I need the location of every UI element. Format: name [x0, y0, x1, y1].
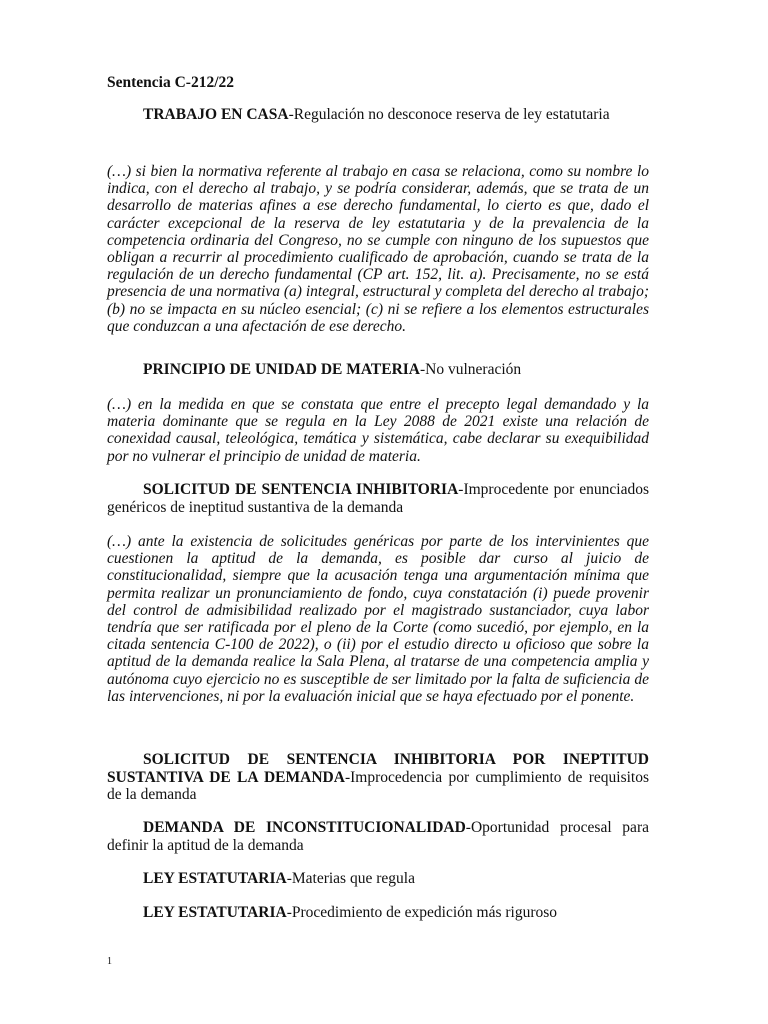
heading-rest: -Oportunidad procesal para definir la aptitud de la demanda [107, 819, 649, 854]
page-title: Sentencia C-212/22 [107, 74, 235, 91]
heading-bold: SOLICITUD DE SENTENCIA INHIBITORIA POR INEPTITUD SUSTANTIVA DE LA DEMANDA [107, 751, 649, 786]
heading-bold: LEY ESTATUTARIA [143, 904, 287, 921]
heading-rest: -Regulación no desconoce reserva de ley estatutaria [288, 106, 610, 123]
page-number: 1 [107, 956, 112, 967]
heading-bold: TRABAJO EN CASA [143, 106, 289, 123]
heading-rest: -Improcedente por enunciados genéricos de ineptitud sustantiva de la demanda [107, 481, 649, 516]
section-heading-demanda-inconstitucionalidad [107, 819, 649, 854]
heading-bold: SOLICITUD DE SENTENCIA INHIBITORIA [143, 481, 459, 498]
section-heading-sentencia-inhibitoria [107, 481, 649, 516]
section-heading-trabajo-en-casa [107, 106, 649, 124]
section-heading-ley-estatutaria-materias [107, 870, 649, 888]
heading-bold: DEMANDA DE INCONSTITUCIONALIDAD [143, 819, 466, 836]
section-quote-sentencia-inhibitoria: (…) ante la existencia de solicitudes genéricas por parte de los intervinientes que cuestionen la aptitud de la demanda, es posible dar curso al juicio de constitucionalidad, siempre que la acusación tenga una argumentación mínima que permita realizar un pronunciamiento de fondo, cuya constatación (i) puede provenir del control de admisibilidad realizado por el magistrado sustanciador, cuya labor tendría que ser ratificada por el pleno de la Corte (como sucedió, por ejemplo, en la citada sentencia C-100 de 2022), o (ii) por el estudio directo u oficioso que sobre la aptitud de la demanda realice la Sala Plena, al tratarse de una competencia amplia y autónoma cuyo ejercicio no es susceptible de ser limitado por la falta de suficiencia de las intervenciones, ni por la evaluación inicial que se haya efectuado por el ponente. [107, 533, 649, 705]
heading-rest: -Improcedencia por cumplimiento de requisitos de la demanda [107, 768, 649, 803]
section-quote-trabajo-en-casa: (…) si bien la normativa referente al trabajo en casa se relaciona, como su nombre lo indica, con el derecho al trabajo, y se podría considerar, además, que se trata de un desarrollo de materias afines a ese derecho fundamental, lo cierto es que, dado el carácter excepcional de la reserva de ley estatutaria y de la prevalencia de la competencia ordinaria del Congreso, no se cumple con ninguno de los supuestos que obligan a recurrir al procedimiento cualificado de aprobación, cuando se trata de la regulación de un derecho fundamental (CP art. 152, lit. a). Precisamente, no se está presencia de una normativa (a) integral, estructural y completa del derecho al trabajo; (b) no se impacta en su núcleo esencial; (c) ni se refiere a los elementos estructurales que conduzcan a una afectación de ese derecho. [107, 163, 649, 335]
heading-rest: -No vulneración [420, 361, 522, 378]
section-heading-unidad-de-materia [107, 361, 649, 379]
heading-bold: PRINCIPIO DE UNIDAD DE MATERIA [143, 361, 421, 378]
section-heading-ley-estatutaria-procedimiento [107, 904, 649, 922]
heading-rest: -Procedimiento de expedición más riguroso [286, 904, 558, 921]
heading-rest: -Materias que regula [286, 870, 415, 887]
heading-bold: LEY ESTATUTARIA [143, 870, 287, 887]
section-quote-unidad-de-materia: (…) en la medida en que se constata que entre el precepto legal demandado y la materia dominante que se regula en la Ley 2088 de 2021 existe una relación de conexidad causal, teleológica, temática y sistemática, cabe declarar su exequibilidad por no vulnerar el principio de unidad de materia. [107, 396, 649, 465]
section-heading-ineptitud-sustantiva [107, 751, 649, 804]
